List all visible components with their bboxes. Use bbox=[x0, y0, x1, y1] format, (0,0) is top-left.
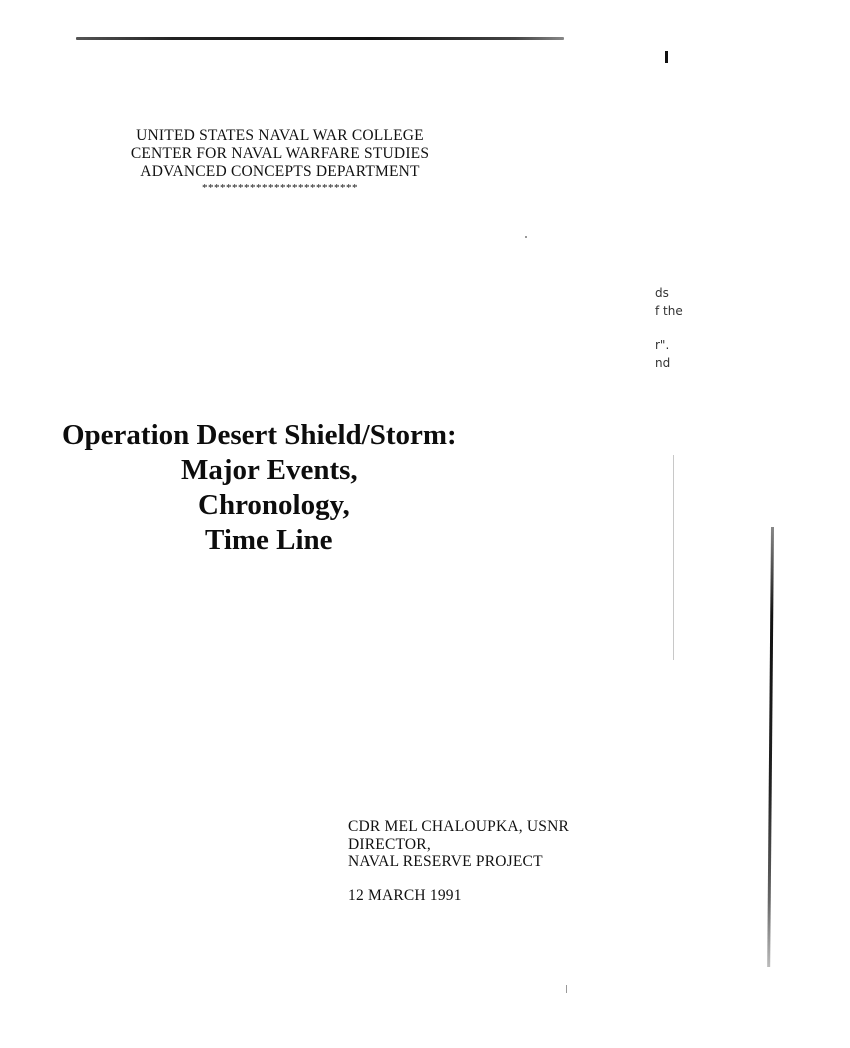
scan-edge-line bbox=[76, 37, 564, 40]
bleed-through-text-3: r". bbox=[655, 338, 670, 352]
author-name: CDR MEL CHALOUPKA, USNR bbox=[348, 818, 570, 835]
scan-faint-line bbox=[673, 455, 674, 660]
author-project: NAVAL RESERVE PROJECT bbox=[348, 853, 543, 870]
scan-speck bbox=[566, 985, 567, 993]
header-line-college: UNITED STATES NAVAL WAR COLLEGE bbox=[136, 127, 424, 144]
bleed-through-text-4: nd bbox=[655, 356, 671, 370]
scan-edge-vertical-line bbox=[767, 527, 774, 967]
title-line-chronology: Chronology, bbox=[198, 489, 350, 521]
scan-speck bbox=[525, 236, 527, 238]
bleed-through-text-2: f the bbox=[655, 304, 683, 318]
header-separator: ************************** bbox=[202, 182, 358, 194]
header-line-department: ADVANCED CONCEPTS DEPARTMENT bbox=[140, 163, 420, 180]
scan-artifact-mark bbox=[665, 51, 668, 63]
title-line-time-line: Time Line bbox=[205, 524, 333, 556]
title-line-operation: Operation Desert Shield/Storm: bbox=[62, 419, 457, 451]
bleed-through-text-1: ds bbox=[655, 286, 669, 300]
document-date: 12 MARCH 1991 bbox=[348, 887, 462, 904]
document-title bbox=[62, 418, 457, 558]
header-line-center: CENTER FOR NAVAL WARFARE STUDIES bbox=[130, 145, 430, 162]
title-line-major-events: Major Events, bbox=[181, 454, 358, 486]
author-block bbox=[348, 818, 569, 871]
institution-header bbox=[100, 127, 460, 195]
author-role: DIRECTOR, bbox=[348, 835, 431, 853]
